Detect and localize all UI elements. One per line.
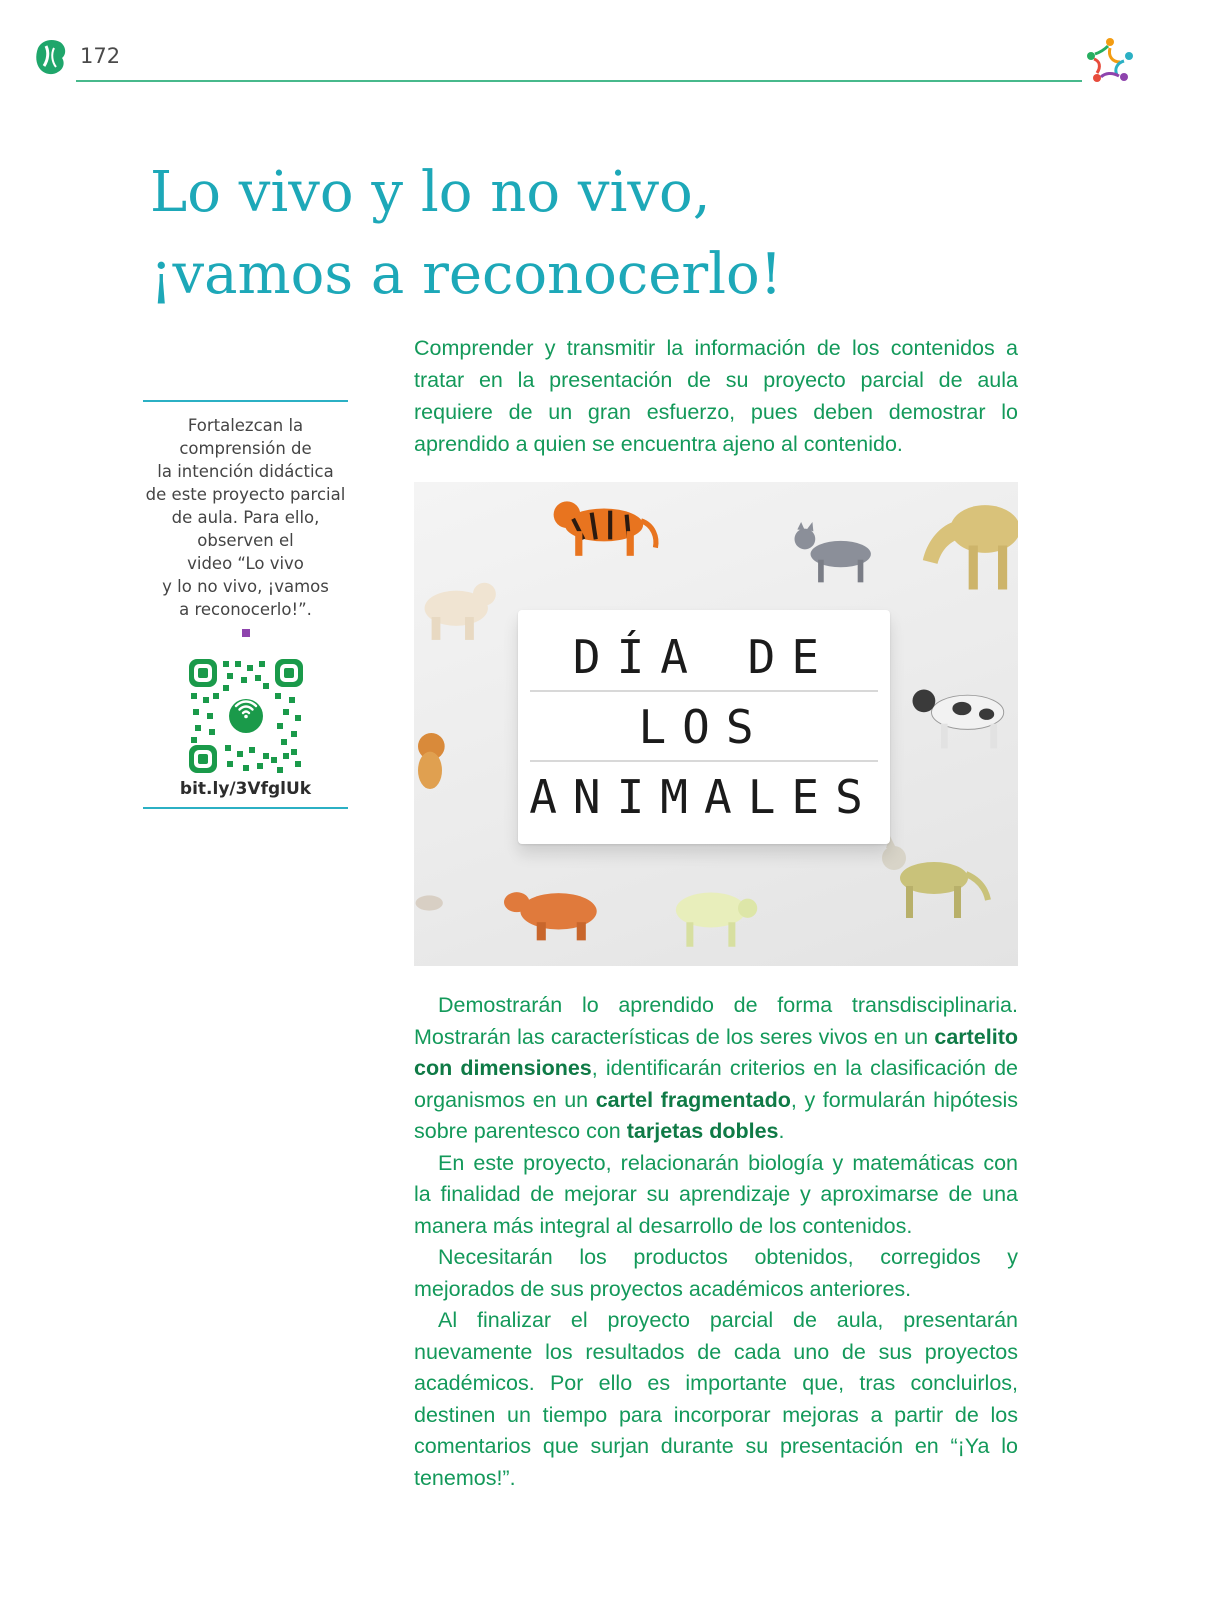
polar-bear-figurine — [414, 574, 502, 646]
header-divider — [76, 80, 1082, 82]
sidebar-line: video “Lo vivo — [187, 554, 304, 573]
sidebar-note — [143, 414, 348, 621]
wolf-figurine — [876, 834, 996, 924]
people-circle-emblem-icon — [1084, 36, 1136, 86]
body-text-span: , identificarán criterios en la clasificación de organismos en un — [414, 1056, 1018, 1112]
body-text — [414, 990, 1018, 1494]
title-line-2: ¡vamos a reconocerlo! — [150, 242, 783, 307]
sidebar-line: a reconocerlo!”. — [179, 600, 312, 619]
lion-figurine — [414, 718, 454, 804]
title-line-1: Lo vivo y lo no vivo, — [150, 160, 711, 225]
sheep-figurine — [660, 882, 760, 952]
hippo-figurine — [504, 882, 604, 946]
tiger-figurine — [542, 490, 666, 562]
sidebar-line: la intención didáctica — [157, 462, 334, 481]
horse-figurine — [910, 482, 1018, 598]
animals-day-photo — [414, 482, 1018, 966]
goat-figurine — [414, 886, 452, 920]
bold-term: cartel fragmentado — [595, 1087, 791, 1112]
video-link[interactable]: bit.ly/3VfglUk — [179, 779, 312, 799]
wifi-icon — [234, 697, 258, 721]
page-number: 172 — [80, 44, 121, 68]
book-logo-icon — [34, 38, 68, 76]
sidebar-line: comprensión de — [179, 439, 312, 458]
body-paragraph-4: Al finalizar el proyecto parcial de aula, presentarán nuevamente los resultados de cada uno de sus proyectos académicos. Por ello es importante que, tras concluirlos, destinen un tiempo para incorporar mejoras a partir de los comentarios que surjan durante su presentación en “¡Ya lo tenemos!”. — [414, 1308, 1018, 1490]
intro-paragraph: Comprender y transmitir la información de los contenidos a tratar en la presentación de su proyecto parcial de aula requiere de un gran esfuerzo, pues deben demostrar lo aprendido a quien se encuentra ajeno al contenido. — [414, 336, 1018, 456]
purple-marker — [242, 629, 250, 637]
bold-term: tarjetas dobles — [626, 1119, 779, 1143]
body-text-span: . — [778, 1119, 785, 1143]
body-paragraph-2: En este proyecto, relacionarán biología y matemáticas con la finalidad de mejorar su aprendizaje y aproximarse de una manera más integral al desarrollo de los contenidos. — [414, 1150, 1018, 1238]
body-paragraph-3: Necesitarán los productos obtenidos, corregidos y mejorados de sus proyectos académicos anteriores. — [414, 1245, 1018, 1301]
sidebar-line: observen el — [197, 531, 294, 550]
sidebar-line: y lo no vivo, ¡vamos — [162, 577, 329, 596]
body-text-span: , y formularán hipótesis sobre parentesco con — [414, 1087, 1018, 1143]
sidebar-line: de aula. Para ello, — [171, 508, 320, 527]
sidebar-bottom-rule — [143, 807, 348, 809]
body-text-span: Demostrarán lo aprendido de forma transdisciplinaria. Mostrarán las características de los seres vivos en un — [414, 993, 1018, 1049]
sidebar-top-rule — [143, 400, 348, 402]
letter-lightbox — [518, 610, 890, 844]
lightbox-row-1: DÍA DE — [530, 624, 878, 692]
bold-term: cartelito con dimensiones — [414, 1024, 1018, 1080]
lightbox-row-2: LOS — [530, 694, 878, 762]
page-title — [150, 152, 910, 316]
body-paragraph-1 — [414, 990, 1018, 1148]
cat-figurine — [784, 522, 888, 588]
cow-figurine — [902, 680, 1018, 756]
lightbox-row-3: ANIMALES — [529, 770, 879, 824]
video-sidebar — [143, 400, 348, 809]
sidebar-line: de este proyecto parcial — [145, 485, 346, 504]
sidebar-line: Fortalezcan la — [187, 416, 304, 435]
